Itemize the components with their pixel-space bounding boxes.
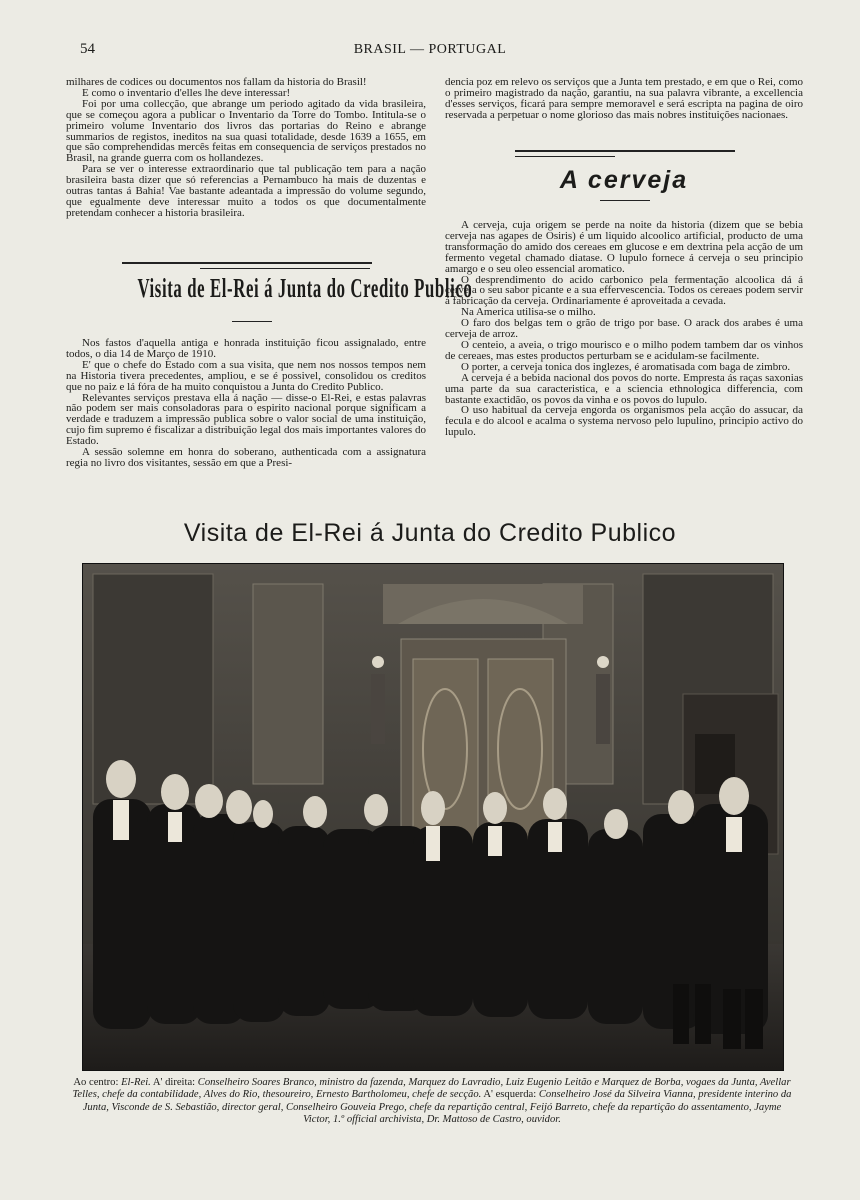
group-photograph (82, 563, 784, 1071)
divider-rule (515, 150, 735, 152)
divider-rule (200, 268, 370, 269)
divider-rule (232, 321, 272, 322)
caption-label: A' direita: (152, 1077, 196, 1088)
paragraph: milhares de codices ou documentos nos fallam da historia do Brasil! (66, 76, 367, 88)
divider-rule (515, 156, 615, 157)
paragraph: E' que o chefe do Estado com a sua visita, que nem nos nossos tempos nem na Historia tivera precedentes, ampliou, e se é possivel, consolidou os creditos que no paiz e lá fóra de ha muito conquistou a Junta do Credito Publico. (66, 358, 426, 393)
paragraph: Foi por uma collecção, que abrange um periodo agitado da vida brasileira, que se começou agora a publicar o Inventario da Torre do Tombo. Intitula-se o primeiro volume Inventario dos livros das portarias do Reino e abrange summarios de registos, ineditos na sua quasi totalidade, desde 1639 a 1655, em que são comprehendidas mercês feitas em consequencia de serviços prestados no Brasil, na grande guerra com os hollandezes. (66, 97, 426, 165)
paragraph: Para se ver o interesse extraordinario que tal publicação tem para a nação brasileira basta dizer que só referencias a Pernambuco ha mais de duzentas e outras tantas á Bahia! Vae bastante adeantada a impressão do volume segundo, que egualmente deve interessar muito a todos os que documentalmente pretendam conhecer a historia brasileira. (66, 163, 426, 219)
paragraph: O centeio, a aveia, o trigo mourisco e o milho podem tambem dar os vinhos de cereaes, mas estes productos perturbam se e acidulam-se facilmente. (445, 338, 803, 362)
paragraph: O desprendimento do acido carbonico pela fermentação alcoolica dá á cerveja o seu sabor picante e a sua effervescencia. Todos os cereaes podem servir á fabricação da cerveja. Ordinariamente é aproveitada a cevada. (445, 273, 803, 308)
paragraph: E como o inventario d'elles lhe deve interessar! (82, 86, 291, 99)
paragraph: Relevantes serviços prestava ella á nação — disse-o El-Rei, e estas palavras não podem ser mais consoladoras para o espirito nacional porque significam a verdade e traduzem a impressão publica sobre o valor social de uma instituição, cujo fim supremo é fiscalizar a distribuição legal dos mais importantes valores do Estado. (66, 391, 426, 448)
right-column-top (445, 77, 803, 121)
running-head: BRASIL — PORTUGAL (353, 42, 507, 57)
left-column-bottom (66, 338, 426, 469)
caption-text: Conselheiro Soares Branco, ministro da fazenda, Marquez do Lavradio, Luiz Eugenio Leitão e Marquez de Borba, vogaes da Junta, Avellar Telles, chefe da contabilidade, Alves do Rio, thesoureiro, Ernesto Bartholomeu, chefe de secção. (72, 1077, 791, 1101)
page-number: 54 (80, 41, 95, 57)
paragraph: A sessão solemne em honra do soberano, authenticada com a assignatura regia no livro dos visitantes, sessão em que a Presi- (66, 446, 426, 469)
paragraph: dencia poz em relevo os serviços que a Junta tem prestado, e em que o Rei, como o primeiro magistrado da nação, garantiu, na sua palavra vibrante, a excellencia d'esses serviços, ficará para sempre memoravel e será escripta na pagina de oiro reservada a perpetuar o nome glorioso das mais nobres instituições nacionaes. (445, 76, 803, 121)
divider-rule (600, 200, 650, 201)
paragraph: O porter, a cerveja tonica dos inglezes, é aromatisada com baga de zimbro. (461, 360, 791, 373)
photograph-illustration (83, 564, 783, 1070)
caption-text: El-Rei. (121, 1077, 151, 1088)
photo-title: Visita de El-Rei á Junta do Credito Publico (183, 519, 677, 547)
divider-rule (122, 262, 372, 264)
paragraph: Nos fastos d'aquella antiga e honrada instituição ficou assignalado, entre todos, o dia 14 de Março de 1910. (66, 337, 426, 360)
photo-caption (72, 1077, 792, 1127)
article-title: A cerveja (559, 166, 689, 194)
paragraph: O uso habitual da cerveja engorda os organismos pela acção do assucar, da fecula e do alcool e acalma o systema nervoso pelo lupulino, principio activo do lupulo. (445, 404, 803, 439)
paragraph: O faro dos belgas tem o grão de trigo por base. O arack dos arabes é uma cerveja de arroz. (445, 317, 803, 341)
caption-label: A' esquerda: (483, 1089, 537, 1101)
caption-text: Conselheiro José da Silveira Vianna, presidente interino da Junta, Visconde de S. Sebastião, director geral, Conselheiro Gouveia Prego, chefe da repartição central, Feijó Barreto, chefe da repartição do assentamento, Jayme Victor, 1.º official archivista, Dr. Mattoso de Castro, ouvidor. (82, 1089, 792, 1126)
paragraph: A cerveja é a bebida nacional dos povos do norte. Empresta ás raças saxonias uma parte da sua caracteristica, e a sciencia ethnologica differencia, com bastante exactidão, os povos da vinha e os povos do lupulo. (445, 371, 803, 406)
paragraph: Na America utilisa-se o milho. (461, 306, 596, 319)
left-column-top (66, 77, 426, 219)
article-title: Visita de El-Rei á Junta do Credito Publico (137, 273, 473, 303)
caption-label: Ao centro: (73, 1077, 119, 1088)
paragraph: A cerveja, cuja origem se perde na noite da historia (dizem que se bebia cerveja nas agapes de Osiris) é um liquido alcoolico artificial, producto de uma transformação do amido dos cereaes em glucose e em dextrina pela acção de um fermento vegetal chamado diatase. O lupulo fornece á cerveja o seu principio amargo e o seu oleo essencial aromatico. (445, 219, 803, 275)
right-column-bottom (445, 220, 803, 438)
